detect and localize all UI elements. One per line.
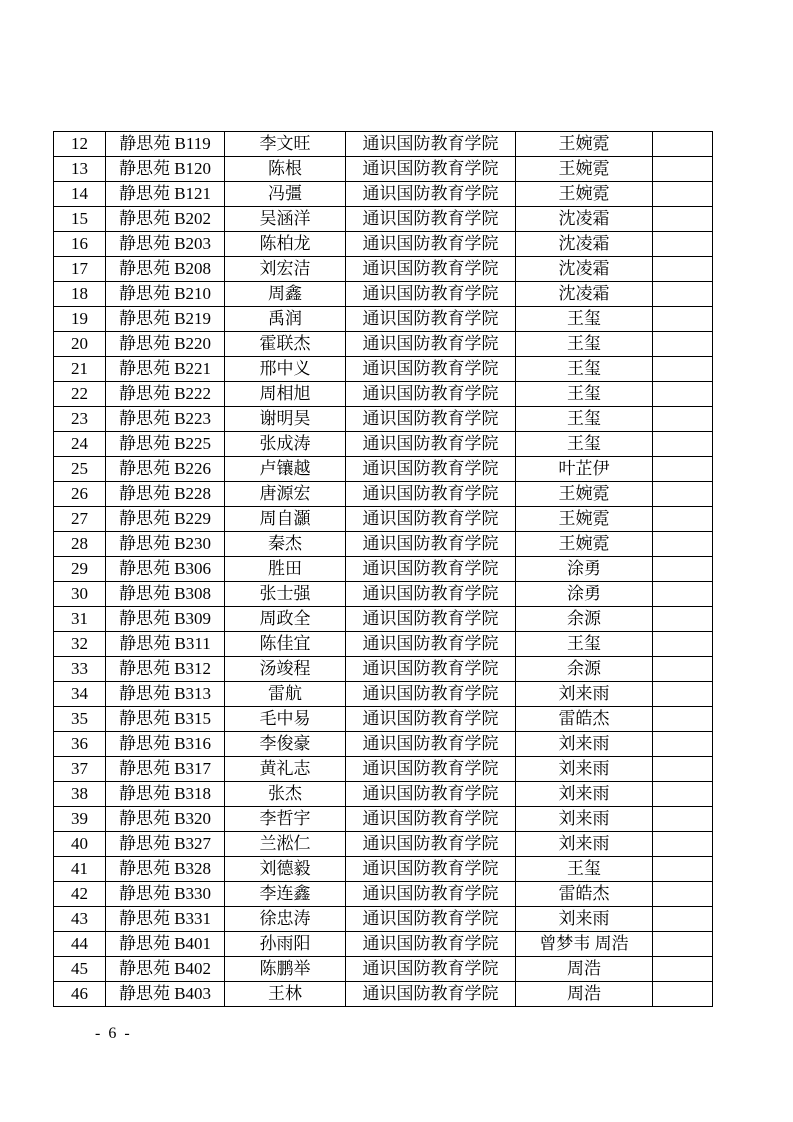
cell-dorm-room: 静思苑 B313: [106, 682, 225, 707]
cell-dorm-room: 静思苑 B311: [106, 632, 225, 657]
cell-tutor: 王玺: [516, 307, 653, 332]
cell-dorm-room: 静思苑 B330: [106, 882, 225, 907]
cell-remarks: [653, 432, 713, 457]
cell-student-name: 刘宏洁: [225, 257, 346, 282]
cell-college: 通识国防教育学院: [346, 632, 516, 657]
cell-tutor: 沈凌霜: [516, 257, 653, 282]
cell-remarks: [653, 507, 713, 532]
cell-student-name: 冯彊: [225, 182, 346, 207]
table-row: [54, 482, 713, 507]
cell-row-number: 22: [54, 382, 106, 407]
cell-student-name: 张杰: [225, 782, 346, 807]
cell-row-number: 25: [54, 457, 106, 482]
cell-college: 通识国防教育学院: [346, 307, 516, 332]
cell-row-number: 18: [54, 282, 106, 307]
cell-tutor: 涂勇: [516, 582, 653, 607]
cell-row-number: 34: [54, 682, 106, 707]
cell-row-number: 20: [54, 332, 106, 357]
table-row: [54, 282, 713, 307]
cell-tutor: 刘来雨: [516, 682, 653, 707]
table-row: [54, 657, 713, 682]
table-row: [54, 382, 713, 407]
table-row: [54, 432, 713, 457]
cell-student-name: 周政全: [225, 607, 346, 632]
cell-tutor: 周浩: [516, 982, 653, 1007]
cell-student-name: 毛中易: [225, 707, 346, 732]
cell-college: 通识国防教育学院: [346, 907, 516, 932]
cell-tutor: 雷皓杰: [516, 707, 653, 732]
cell-remarks: [653, 557, 713, 582]
cell-row-number: 38: [54, 782, 106, 807]
cell-row-number: 12: [54, 132, 106, 157]
cell-dorm-room: 静思苑 B221: [106, 357, 225, 382]
cell-college: 通识国防教育学院: [346, 832, 516, 857]
cell-remarks: [653, 207, 713, 232]
cell-college: 通识国防教育学院: [346, 757, 516, 782]
cell-student-name: 雷航: [225, 682, 346, 707]
cell-tutor: 王玺: [516, 357, 653, 382]
cell-remarks: [653, 182, 713, 207]
cell-student-name: 陈根: [225, 157, 346, 182]
cell-dorm-room: 静思苑 B312: [106, 657, 225, 682]
cell-college: 通识国防教育学院: [346, 282, 516, 307]
cell-dorm-room: 静思苑 B401: [106, 932, 225, 957]
cell-dorm-room: 静思苑 B119: [106, 132, 225, 157]
table-row: [54, 557, 713, 582]
cell-dorm-room: 静思苑 B315: [106, 707, 225, 732]
cell-college: 通识国防教育学院: [346, 407, 516, 432]
table-row: [54, 607, 713, 632]
cell-remarks: [653, 657, 713, 682]
cell-college: 通识国防教育学院: [346, 582, 516, 607]
cell-college: 通识国防教育学院: [346, 857, 516, 882]
table-row: [54, 357, 713, 382]
cell-remarks: [653, 457, 713, 482]
table-row: [54, 157, 713, 182]
cell-student-name: 张成涛: [225, 432, 346, 457]
cell-student-name: 邢中义: [225, 357, 346, 382]
cell-student-name: 王林: [225, 982, 346, 1007]
cell-row-number: 24: [54, 432, 106, 457]
cell-student-name: 谢明昊: [225, 407, 346, 432]
cell-remarks: [653, 932, 713, 957]
cell-college: 通识国防教育学院: [346, 782, 516, 807]
cell-tutor: 刘来雨: [516, 757, 653, 782]
dormitory-assignment-table: [53, 131, 713, 1007]
cell-college: 通识国防教育学院: [346, 932, 516, 957]
cell-student-name: 孙雨阳: [225, 932, 346, 957]
cell-remarks: [653, 307, 713, 332]
cell-student-name: 张士强: [225, 582, 346, 607]
cell-dorm-room: 静思苑 B223: [106, 407, 225, 432]
table-row: [54, 982, 713, 1007]
cell-college: 通识国防教育学院: [346, 607, 516, 632]
cell-student-name: 李文旺: [225, 132, 346, 157]
cell-student-name: 霍联杰: [225, 332, 346, 357]
table-row: [54, 682, 713, 707]
cell-remarks: [653, 832, 713, 857]
table-row: [54, 332, 713, 357]
cell-college: 通识国防教育学院: [346, 957, 516, 982]
cell-row-number: 23: [54, 407, 106, 432]
table-row: [54, 632, 713, 657]
cell-college: 通识国防教育学院: [346, 532, 516, 557]
table-row: [54, 307, 713, 332]
cell-tutor: 刘来雨: [516, 807, 653, 832]
cell-row-number: 16: [54, 232, 106, 257]
cell-remarks: [653, 482, 713, 507]
cell-college: 通识国防教育学院: [346, 807, 516, 832]
table-row: [54, 182, 713, 207]
cell-dorm-room: 静思苑 B316: [106, 732, 225, 757]
table-row: [54, 232, 713, 257]
table-row: [54, 957, 713, 982]
cell-tutor: 刘来雨: [516, 832, 653, 857]
cell-college: 通识国防教育学院: [346, 557, 516, 582]
cell-tutor: 王玺: [516, 632, 653, 657]
cell-student-name: 刘德毅: [225, 857, 346, 882]
cell-dorm-room: 静思苑 B328: [106, 857, 225, 882]
cell-student-name: 兰淞仁: [225, 832, 346, 857]
cell-row-number: 44: [54, 932, 106, 957]
cell-row-number: 13: [54, 157, 106, 182]
cell-tutor: 王婉霓: [516, 157, 653, 182]
table-row: [54, 457, 713, 482]
cell-remarks: [653, 882, 713, 907]
cell-college: 通识国防教育学院: [346, 982, 516, 1007]
cell-dorm-room: 静思苑 B308: [106, 582, 225, 607]
table-row: [54, 407, 713, 432]
cell-college: 通识国防教育学院: [346, 382, 516, 407]
cell-tutor: 王婉霓: [516, 507, 653, 532]
cell-college: 通识国防教育学院: [346, 232, 516, 257]
cell-dorm-room: 静思苑 B318: [106, 782, 225, 807]
cell-row-number: 26: [54, 482, 106, 507]
cell-dorm-room: 静思苑 B219: [106, 307, 225, 332]
cell-remarks: [653, 357, 713, 382]
cell-remarks: [653, 957, 713, 982]
cell-remarks: [653, 532, 713, 557]
table-row: [54, 782, 713, 807]
cell-student-name: 李俊豪: [225, 732, 346, 757]
cell-student-name: 周自灝: [225, 507, 346, 532]
table-row: [54, 832, 713, 857]
cell-college: 通识国防教育学院: [346, 882, 516, 907]
cell-student-name: 徐忠涛: [225, 907, 346, 932]
cell-row-number: 21: [54, 357, 106, 382]
cell-dorm-room: 静思苑 B222: [106, 382, 225, 407]
cell-row-number: 39: [54, 807, 106, 832]
cell-tutor: 涂勇: [516, 557, 653, 582]
cell-college: 通识国防教育学院: [346, 357, 516, 382]
cell-row-number: 29: [54, 557, 106, 582]
cell-tutor: 沈凌霜: [516, 207, 653, 232]
cell-remarks: [653, 282, 713, 307]
cell-tutor: 余源: [516, 657, 653, 682]
cell-dorm-room: 静思苑 B220: [106, 332, 225, 357]
cell-row-number: 30: [54, 582, 106, 607]
cell-row-number: 37: [54, 757, 106, 782]
cell-college: 通识国防教育学院: [346, 732, 516, 757]
cell-row-number: 14: [54, 182, 106, 207]
table-row: [54, 932, 713, 957]
cell-row-number: 33: [54, 657, 106, 682]
cell-dorm-room: 静思苑 B403: [106, 982, 225, 1007]
table-row: [54, 757, 713, 782]
cell-college: 通识国防教育学院: [346, 507, 516, 532]
cell-college: 通识国防教育学院: [346, 257, 516, 282]
cell-college: 通识国防教育学院: [346, 332, 516, 357]
cell-row-number: 36: [54, 732, 106, 757]
cell-student-name: 黄礼志: [225, 757, 346, 782]
cell-tutor: 刘来雨: [516, 782, 653, 807]
cell-row-number: 19: [54, 307, 106, 332]
table-row: [54, 257, 713, 282]
cell-college: 通识国防教育学院: [346, 132, 516, 157]
cell-college: 通识国防教育学院: [346, 432, 516, 457]
cell-tutor: 沈凌霜: [516, 232, 653, 257]
table-row: [54, 807, 713, 832]
cell-row-number: 40: [54, 832, 106, 857]
cell-tutor: 周浩: [516, 957, 653, 982]
table-body: [54, 132, 713, 1007]
cell-student-name: 李连鑫: [225, 882, 346, 907]
cell-row-number: 45: [54, 957, 106, 982]
cell-row-number: 28: [54, 532, 106, 557]
cell-tutor: 王玺: [516, 432, 653, 457]
cell-remarks: [653, 607, 713, 632]
cell-student-name: 陈佳宜: [225, 632, 346, 657]
cell-student-name: 胜田: [225, 557, 346, 582]
cell-tutor: 王玺: [516, 407, 653, 432]
cell-tutor: 王玺: [516, 332, 653, 357]
cell-college: 通识国防教育学院: [346, 482, 516, 507]
cell-row-number: 31: [54, 607, 106, 632]
cell-student-name: 陈柏龙: [225, 232, 346, 257]
cell-college: 通识国防教育学院: [346, 182, 516, 207]
cell-remarks: [653, 682, 713, 707]
cell-college: 通识国防教育学院: [346, 657, 516, 682]
cell-row-number: 43: [54, 907, 106, 932]
cell-remarks: [653, 707, 713, 732]
cell-college: 通识国防教育学院: [346, 707, 516, 732]
cell-tutor: 沈凌霜: [516, 282, 653, 307]
cell-tutor: 王婉霓: [516, 482, 653, 507]
table-row: [54, 582, 713, 607]
cell-dorm-room: 静思苑 B320: [106, 807, 225, 832]
table-row: [54, 207, 713, 232]
cell-dorm-room: 静思苑 B202: [106, 207, 225, 232]
cell-tutor: 王婉霓: [516, 532, 653, 557]
cell-remarks: [653, 382, 713, 407]
table-row: [54, 732, 713, 757]
cell-remarks: [653, 907, 713, 932]
cell-dorm-room: 静思苑 B228: [106, 482, 225, 507]
cell-tutor: 叶芷伊: [516, 457, 653, 482]
cell-tutor: 余源: [516, 607, 653, 632]
cell-dorm-room: 静思苑 B309: [106, 607, 225, 632]
cell-dorm-room: 静思苑 B208: [106, 257, 225, 282]
cell-remarks: [653, 732, 713, 757]
cell-dorm-room: 静思苑 B225: [106, 432, 225, 457]
cell-remarks: [653, 857, 713, 882]
cell-row-number: 17: [54, 257, 106, 282]
table-row: [54, 532, 713, 557]
cell-row-number: 32: [54, 632, 106, 657]
table-row: [54, 132, 713, 157]
cell-remarks: [653, 232, 713, 257]
cell-dorm-room: 静思苑 B229: [106, 507, 225, 532]
cell-college: 通识国防教育学院: [346, 157, 516, 182]
cell-student-name: 唐源宏: [225, 482, 346, 507]
cell-student-name: 周相旭: [225, 382, 346, 407]
cell-dorm-room: 静思苑 B317: [106, 757, 225, 782]
cell-remarks: [653, 757, 713, 782]
cell-tutor: 雷皓杰: [516, 882, 653, 907]
cell-dorm-room: 静思苑 B210: [106, 282, 225, 307]
cell-tutor: 王婉霓: [516, 132, 653, 157]
cell-student-name: 陈鹏举: [225, 957, 346, 982]
cell-student-name: 李哲宇: [225, 807, 346, 832]
table-row: [54, 707, 713, 732]
cell-dorm-room: 静思苑 B327: [106, 832, 225, 857]
cell-student-name: 周鑫: [225, 282, 346, 307]
cell-remarks: [653, 157, 713, 182]
cell-dorm-room: 静思苑 B203: [106, 232, 225, 257]
cell-tutor: 王玺: [516, 382, 653, 407]
cell-tutor: 王玺: [516, 857, 653, 882]
cell-college: 通识国防教育学院: [346, 457, 516, 482]
table-row: [54, 882, 713, 907]
cell-dorm-room: 静思苑 B226: [106, 457, 225, 482]
cell-remarks: [653, 332, 713, 357]
cell-dorm-room: 静思苑 B402: [106, 957, 225, 982]
cell-row-number: 46: [54, 982, 106, 1007]
cell-remarks: [653, 257, 713, 282]
cell-tutor: 刘来雨: [516, 907, 653, 932]
cell-remarks: [653, 407, 713, 432]
cell-row-number: 41: [54, 857, 106, 882]
cell-remarks: [653, 807, 713, 832]
cell-student-name: 吴涵洋: [225, 207, 346, 232]
table-row: [54, 907, 713, 932]
cell-row-number: 42: [54, 882, 106, 907]
cell-row-number: 35: [54, 707, 106, 732]
cell-student-name: 卢镶越: [225, 457, 346, 482]
table-row: [54, 857, 713, 882]
cell-remarks: [653, 132, 713, 157]
page-number: - 6 -: [95, 1025, 132, 1042]
cell-dorm-room: 静思苑 B331: [106, 907, 225, 932]
cell-dorm-room: 静思苑 B120: [106, 157, 225, 182]
cell-student-name: 禹润: [225, 307, 346, 332]
cell-college: 通识国防教育学院: [346, 682, 516, 707]
cell-row-number: 15: [54, 207, 106, 232]
cell-tutor: 曾梦韦 周浩: [516, 932, 653, 957]
cell-student-name: 汤竣程: [225, 657, 346, 682]
cell-remarks: [653, 782, 713, 807]
cell-dorm-room: 静思苑 B306: [106, 557, 225, 582]
cell-remarks: [653, 632, 713, 657]
cell-remarks: [653, 982, 713, 1007]
cell-student-name: 秦杰: [225, 532, 346, 557]
cell-college: 通识国防教育学院: [346, 207, 516, 232]
cell-remarks: [653, 582, 713, 607]
cell-dorm-room: 静思苑 B121: [106, 182, 225, 207]
table-row: [54, 507, 713, 532]
cell-row-number: 27: [54, 507, 106, 532]
cell-tutor: 王婉霓: [516, 182, 653, 207]
cell-dorm-room: 静思苑 B230: [106, 532, 225, 557]
cell-tutor: 刘来雨: [516, 732, 653, 757]
